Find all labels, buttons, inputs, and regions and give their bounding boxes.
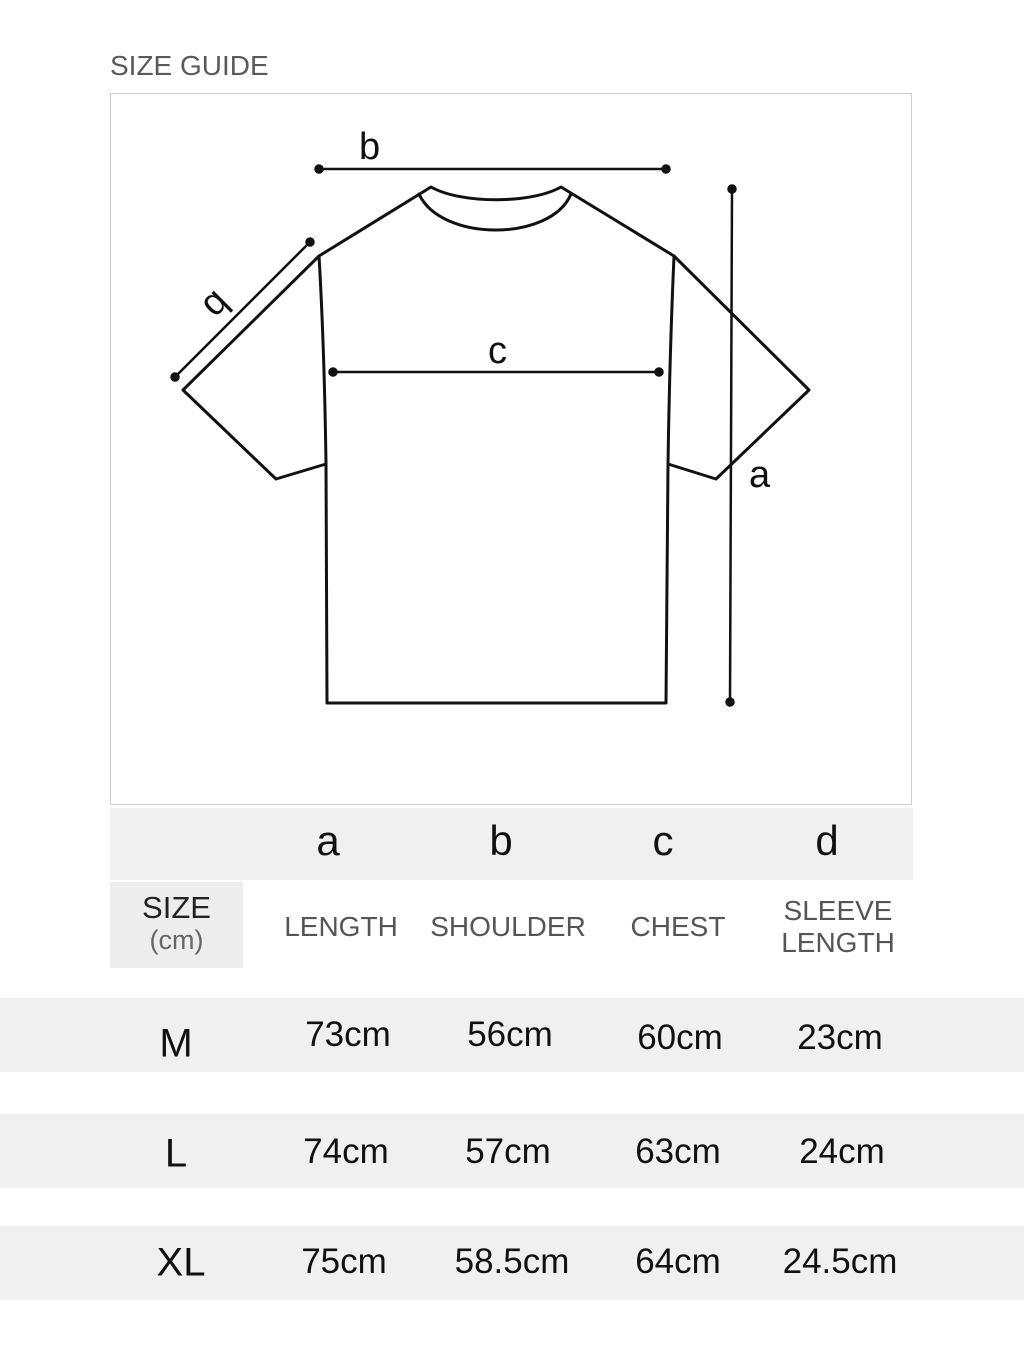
- shoulder-value: 58.5cm: [454, 1242, 570, 1281]
- chest-value: 63cm: [635, 1132, 721, 1171]
- sleeve-length-value: 23cm: [797, 1018, 883, 1057]
- length-value: 73cm: [305, 1015, 391, 1054]
- letter-b: b: [489, 817, 513, 864]
- chest-value: 60cm: [637, 1018, 723, 1057]
- size-header-unit: (cm): [149, 925, 204, 956]
- sleeve-length-value: 24cm: [799, 1132, 885, 1171]
- tshirt-body-outline: [183, 187, 809, 703]
- length-value: 74cm: [303, 1132, 389, 1171]
- shoulder-value: 56cm: [467, 1015, 553, 1054]
- sleeve-header-line1: SLEEVE: [783, 894, 893, 926]
- sleeve-length-value: 24.5cm: [782, 1242, 898, 1281]
- size-value: XL: [156, 1240, 206, 1285]
- column-header-length: LENGTH: [284, 910, 398, 942]
- length-value: 75cm: [301, 1242, 387, 1281]
- chest-value: 64cm: [635, 1242, 721, 1281]
- diagram-label-b: b: [359, 126, 381, 168]
- page-title: SIZE GUIDE: [110, 50, 269, 81]
- left-armhole-seam: [319, 256, 326, 464]
- size-value: L: [164, 1131, 188, 1176]
- column-header-chest: CHEST: [630, 910, 726, 942]
- column-header-sleeve-length: [781, 895, 895, 959]
- diagram-label-c: c: [488, 330, 507, 372]
- tshirt-diagram: [110, 93, 912, 805]
- diagram-label-d: d: [194, 282, 239, 328]
- right-armhole-seam: [668, 256, 674, 464]
- tshirt-outline-svg: [111, 94, 913, 806]
- letter-d: d: [815, 817, 839, 864]
- letter-c: c: [652, 817, 674, 864]
- size-header-label: SIZE: [142, 890, 211, 925]
- column-header-shoulder: SHOULDER: [430, 910, 586, 942]
- sleeve-header-line2: LENGTH: [781, 927, 895, 958]
- diagram-label-a: a: [749, 454, 771, 496]
- shoulder-value: 57cm: [465, 1132, 551, 1171]
- letter-a: a: [316, 817, 340, 864]
- size-header-cell: [110, 882, 243, 968]
- size-value: M: [159, 1021, 193, 1066]
